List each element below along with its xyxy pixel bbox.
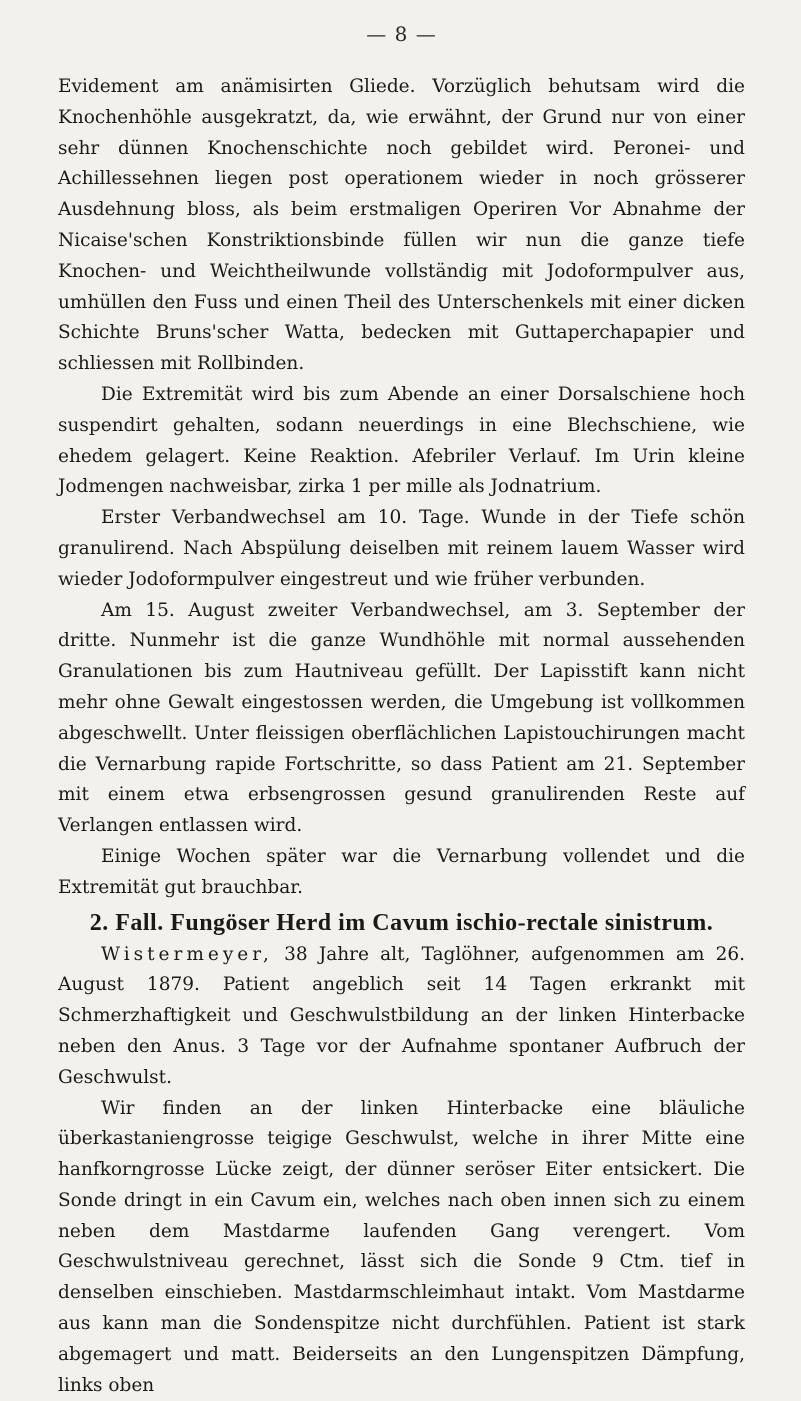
page-number: — 8 — [58, 22, 745, 46]
case-heading: 2. Fall. Fungöser Herd im Cavum ischio-rectale sinistrum. [58, 908, 745, 938]
paragraph: Erster Verbandwechsel am 10. Tage. Wunde in der Tiefe schön granulirend. Nach Abspülung deiselben mit reinem lauem Wasser wird wieder Jodoformpulver eingestreut und wie früher verbunden. [58, 503, 745, 595]
patient-name: Wistermeyer, [101, 944, 273, 965]
paragraph: Einige Wochen später war die Vernarbung vollendet und die Extremität gut brauchbar. [58, 842, 745, 904]
page-body [58, 72, 745, 1401]
paragraph: Am 15. August zweiter Verbandwechsel, am 3. September der dritte. Nunmehr ist die ganze Wundhöhle mit normal aussehenden Granulationen bis zum Hautniveau gefüllt. Der Lapisstift kann nicht mehr ohne Gewalt eingestossen werden, die Umgebung ist vollkommen abgeschwellt. Unter fleissigen oberflächlichen Lapistouchirungen macht die Vernarbung rapide Fortschritte, so dass Patient am 21. September mit einem etwa erbsengrossen gesund granulirenden Reste auf Verlangen entlassen wird. [58, 596, 745, 842]
paragraph: Die Extremität wird bis zum Abende an einer Dorsalschiene hoch suspendirt gehalten, sodann neuerdings in eine Blechschiene, wie ehedem gelagert. Keine Reaktion. Afebriler Verlauf. Im Urin kleine Jodmengen nachweisbar, zirka 1 per mille als Jodnatrium. [58, 380, 745, 503]
paragraphs-before [58, 72, 745, 904]
paragraph: Evidement am anämisirten Gliede. Vorzüglich behutsam wird die Knochenhöhle ausgekratzt, da, wie erwähnt, der Grund nur von einer sehr dünnen Knochenschichte noch gebildet wird. Peronei- und Achillessehnen liegen post operationem wieder in noch grösserer Ausdehnung bloss, als beim erstmaligen Operiren Vor Abnahme der Nicaise'schen Konstriktionsbinde füllen wir nun die ganze tiefe Knochen- und Weichtheilwunde vollständig mit Jodoformpulver aus, umhüllen den Fuss und einen Theil des Unterschenkels mit einer dicken Schichte Bruns'scher Watta, bedecken mit Guttaperchapapier und schliessen mit Rollbinden. [58, 72, 745, 380]
paragraph: Wir finden an der linken Hinterbacke eine bläuliche überkastaniengrosse teigige Geschwulst, welche in ihrer Mitte eine hanfkorngrosse Lücke zeigt, der dünner seröser Eiter entsickert. Die Sonde dringt in ein Cavum ein, welches nach oben innen sich zu einem neben dem Mastdarme laufenden Gang verengert. Vom Geschwulstniveau gerechnet, lässt sich die Sonde 9 Ctm. tief in denselben einschieben. Mastdarmschleimhaut intakt. Vom Mastdarme aus kann man die Sondenspitze nicht durchfühlen. Patient ist stark abgemagert und matt. Beiderseits an den Lungenspitzen Dämpfung, links oben [58, 1094, 745, 1401]
case-intro-paragraph [58, 940, 745, 1094]
paragraphs-after [58, 1094, 745, 1401]
case-intro-text: 38 Jahre alt, Taglöhner, aufgenommen am 26. August 1879. Patient angeblich seit 14 Tagen erkrankt mit Schmerzhaftigkeit und Geschwulstbildung an der linken Hinterbacke neben den Anus. 3 Tage vor der Aufnahme spontaner Aufbruch der Geschwulst. [58, 944, 745, 1088]
